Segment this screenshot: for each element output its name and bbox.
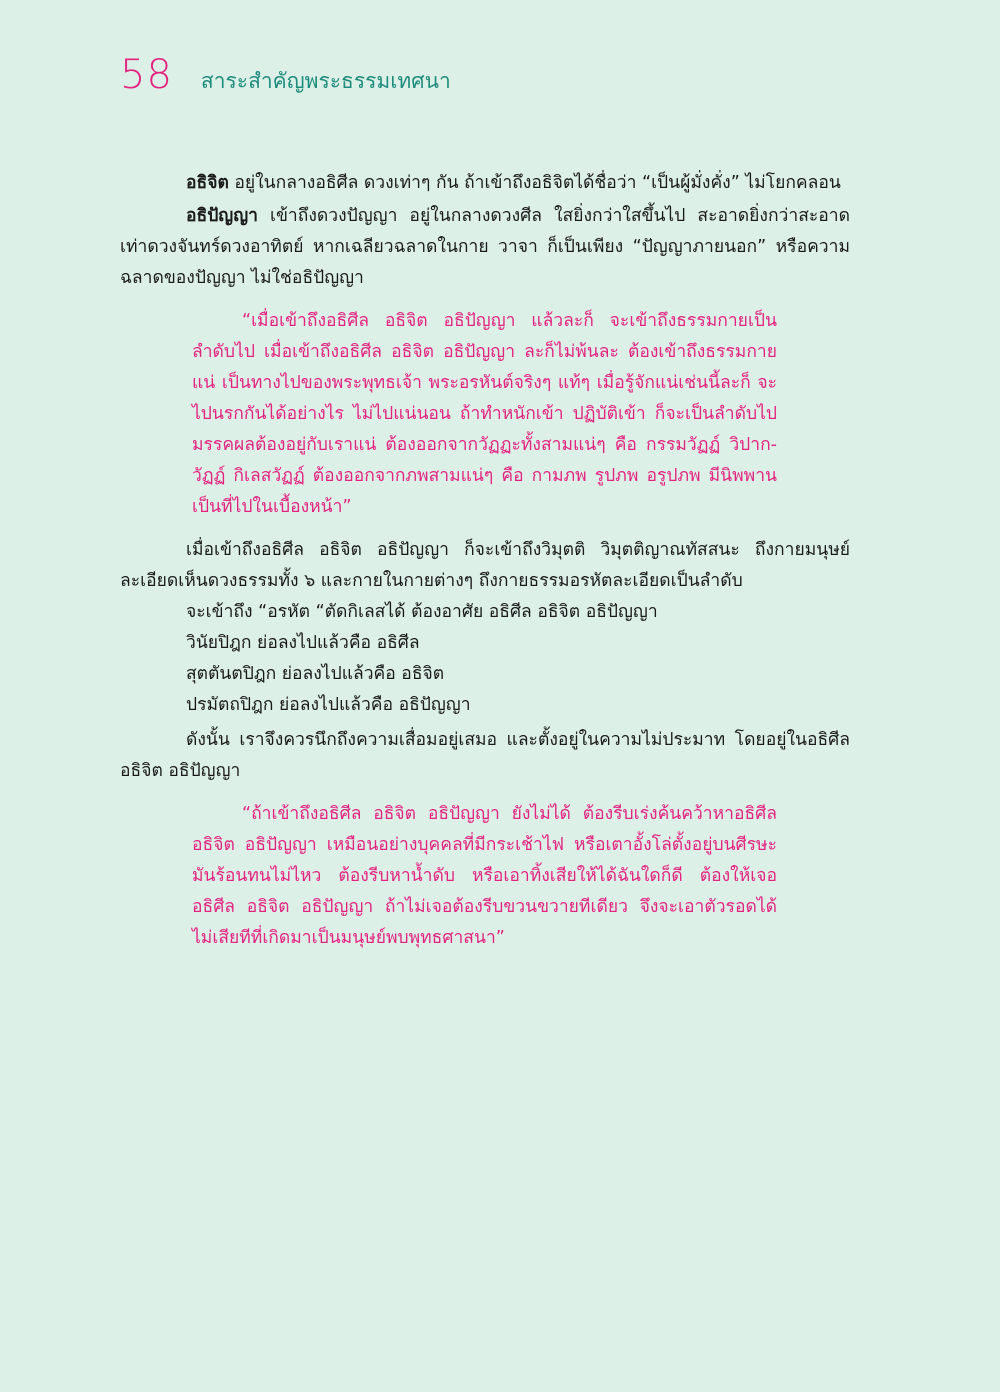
page-number: 58 (120, 52, 173, 98)
quote-block-1: “เมื่อเข้าถึงอธิศีล อธิจิต อธิปัญญา แล้วละก็ จะเข้าถึงธรรมกายเป็นลำดับไป เมื่อเข้าถึงอธิศีล อธิจิต อธิปัญญา ละก็ไม่พ้นละ ต้องเข้าถึงธรรมกายแน่ เป็นทางไปของพระพุทธเจ้า พระอรหันต์จริงๆ แท้ๆ เมื่อรู้จักแน่เช่นนี้ละก็ จะไปนรกกันได้อย่างไร ไม่ไปแน่นอน ถ้าทำหนักเข้า ปฏิบัติเข้า ก็จะเป็นลำดับไปมรรคผลต้องอยู่กับเราแน่ ต้องออกจากวัฏฏะทั้งสามแน่ๆ คือ กรรมวัฏฏ์ วิปาก-วัฏฏ์ กิเลสวัฏฏ์ ต้องออกจากภพสามแน่ๆ คือ กามภพ รูปภพ อรูปภพ มีนิพพานเป็นที่ไปในเบื้องหน้า” (192, 311, 777, 517)
paragraph-adhipanna (120, 201, 850, 294)
term-adhipanna: อธิปัญญา (186, 206, 258, 226)
list-item: จะเข้าถึง “อรหัต “ตัดกิเลสได้ ต้องอาศัย อธิศีล อธิจิต อธิปัญญา (186, 602, 658, 622)
quote-block-2: “ถ้าเข้าถึงอธิศีล อธิจิต อธิปัญญา ยังไม่ได้ ต้องรีบเร่งค้นคว้าหาอธิศีล อธิจิต อธิปัญญา เหมือนอย่างบุคคลที่มีกระเช้าไฟ หรือเตาอั้งโล่ตั้งอยู่บนศีรษะ มันร้อนทนไม่ไหว ต้องรีบหาน้ำดับ หรือเอาทิ้งเสียให้ได้ฉันใดก็ดี ต้องให้เจออธิศีล อธิจิต อธิปัญญา ถ้าไม่เจอต้องรีบขวนขวายทีเดียว จึงจะเอาตัวรอดได้ ไม่เสียทีที่เกิดมาเป็นมนุษย์พบพุทธศาสนา” (192, 804, 777, 948)
page-header (120, 52, 451, 102)
list-item: สุตตันตปิฎก ย่อลงไปแล้วคือ อธิจิต (186, 664, 445, 684)
paragraph-text: อยู่ในกลางอธิศีล ดวงเท่าๆ กัน ถ้าเข้าถึงอธิจิตได้ชื่อว่า “เป็นผู้มั่งคั่ง” ไม่โยกคลอน (228, 173, 841, 193)
running-title: สาระสำคัญพระธรรมเทศนา (200, 69, 451, 93)
list-item: วินัยปิฎก ย่อลงไปแล้วคือ อธิศีล (186, 633, 420, 653)
paragraph-conclusion: ดังนั้น เราจึงควรนึกถึงความเสื่อมอยู่เสมอ และตั้งอยู่ในความไม่ประมาท โดยอยู่ในอธิศีล อธิจิต อธิปัญญา (120, 730, 850, 781)
paragraph-text: เข้าถึงดวงปัญญา อยู่ในกลางดวงศีล ใสยิ่งกว่าใสขึ้นไป สะอาดยิ่งกว่าสะอาด เท่าดวงจันทร์ดวงอาทิตย์ หากเฉลียวฉลาดในกาย วาจา ก็เป็นเพียง “ปัญญาภายนอก” หรือความฉลาดของปัญญา ไม่ใช่อธิปัญญา (120, 206, 850, 288)
page-body (120, 168, 850, 966)
paragraph-vimutti: เมื่อเข้าถึงอธิศีล อธิจิต อธิปัญญา ก็จะเข้าถึงวิมุตติ วิมุตติญาณทัสสนะ ถึงกายมนุษย์ละเอียดเห็นดวงธรรมทั้ง ๖ และกายในกายต่างๆ ถึงกายธรรมอรหัตละเอียดเป็นลำดับ (120, 540, 850, 591)
term-adhicitta: อธิจิต (186, 173, 229, 193)
list-item: ปรมัตถปิฎก ย่อลงไปแล้วคือ อธิปัญญา (186, 695, 471, 715)
paragraph-adhicitta (120, 168, 850, 199)
